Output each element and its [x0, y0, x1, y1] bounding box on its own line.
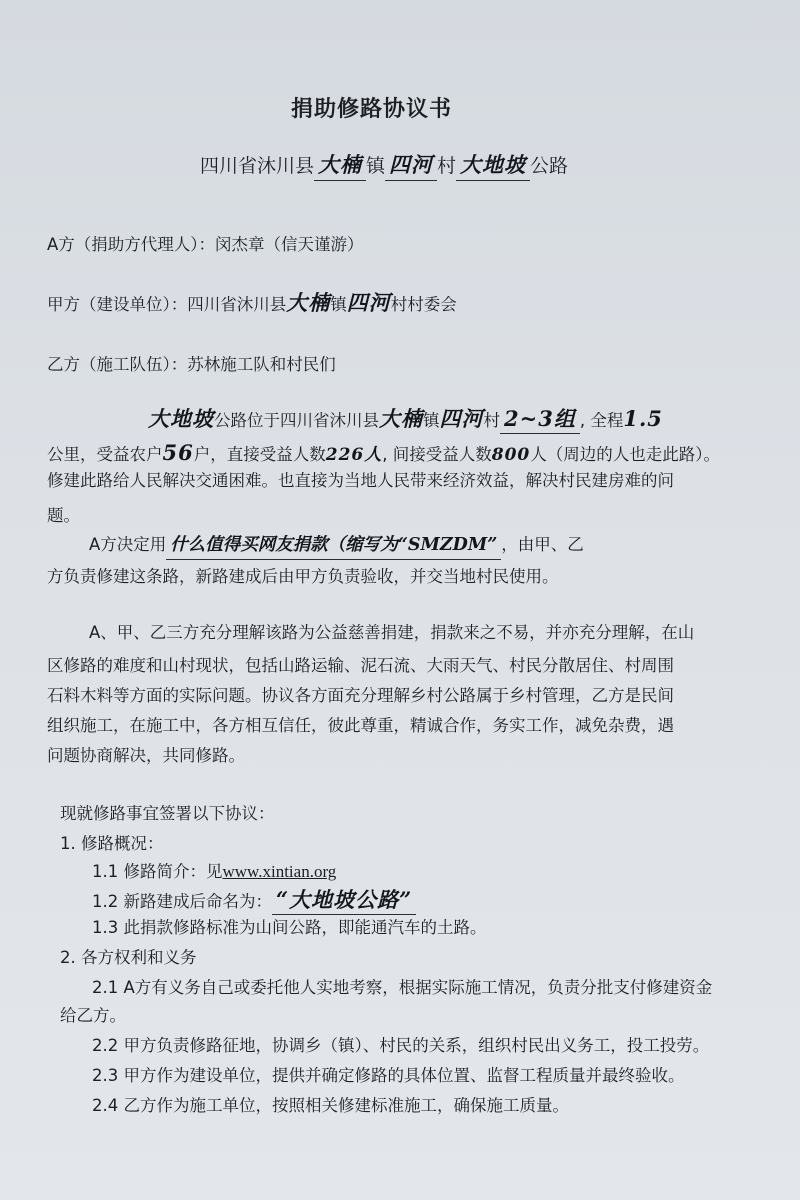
subtitle-village-suffix: 村 [437, 155, 457, 177]
clause-2-3: 2.3 甲方作为建设单位，提供并确定修路的具体位置、监督工程质量并最终验收。 [92, 1066, 685, 1085]
clause-2-1-line-2: 给乙方。 [60, 1006, 126, 1025]
road-name-handwritten: “大地坡公路” [272, 886, 416, 915]
intro-town-handwritten: 大楠 [379, 406, 423, 431]
subtitle-town-suffix: 镇 [366, 155, 386, 177]
decision-line-2: 方负责修建这条路，新路建成后由甲方负责验收，并交当地村民使用。 [47, 567, 559, 586]
party-jia-mid: 镇 [330, 295, 347, 314]
clause-2-1-line-1: 2.1 A方有义务自己或委托他人实地考察，根据实际施工情况，负责分批支付修建资金 [92, 978, 713, 997]
clause-1-1 [92, 861, 336, 883]
party-yi-line: 乙方（施工队伍）：苏林施工队和村民们 [47, 355, 336, 374]
understanding-line-5: 问题协商解决，共同修路。 [47, 746, 245, 765]
intro-line-2 [47, 440, 720, 468]
understanding-line-3: 石料木料等方面的实际问题。协议各方面充分理解乡村公路属于乡村管理，乙方是民间 [47, 686, 674, 705]
intro-households-handwritten: 56 [162, 440, 194, 465]
intro-text-1: 公路位于四川省沐川县 [214, 411, 379, 430]
intro-indirect-handwritten: 800 [491, 445, 531, 465]
clause-1-2-label: 1.2 新路建成后命名为： [92, 892, 272, 911]
party-a-line: A方（捐助方代理人）：闵杰章（信天谨游） [47, 235, 364, 254]
clause-1-1-label: 1.1 修路简介：见 [92, 862, 223, 881]
document-subtitle [200, 150, 568, 181]
section-2-heading: 2. 各方权利和义务 [60, 948, 197, 967]
intro-text-3: 村 [483, 411, 500, 430]
decision-prefix: A方决定用 [89, 535, 167, 554]
subtitle-road-handwritten: 大地坡 [456, 150, 530, 181]
intro-line-1 [148, 405, 663, 435]
intro-text-4: , 全程 [579, 411, 624, 430]
subtitle-town-handwritten: 大楠 [314, 150, 366, 181]
section-1-heading: 1. 修路概况： [60, 834, 164, 853]
understanding-line-1: A、甲、乙三方充分理解该路为公益慈善捐建，捐款来之不易，并亦充分理解，在山 [89, 623, 695, 642]
clause-1-2 [92, 886, 416, 916]
decision-suffix: ，由甲、乙 [501, 535, 584, 554]
clause-1-3: 1.3 此捐款修路标准为山间公路，即能通汽车的土路。 [92, 918, 487, 937]
intro-length-handwritten: 1.5 [623, 406, 663, 431]
intro-group-handwritten: 2~3组 [500, 405, 580, 434]
intro-indirect-label: , 间接受益人数 [382, 445, 492, 464]
clause-2-2: 2.2 甲方负责修路征地，协调乡（镇）、村民的关系，组织村民出义务工，投工投劳。 [92, 1036, 710, 1055]
intro-text-2: 镇 [423, 411, 440, 430]
clause-2-4: 2.4 乙方作为施工单位，按照相关修建标准施工，确保施工质量。 [92, 1096, 569, 1115]
intro-households-label: 公里，受益农户 [47, 445, 163, 464]
understanding-line-4: 组织施工，在施工中，各方相互信任，彼此尊重，精诚合作，务实工作，减免杂费，遇 [47, 716, 674, 735]
party-jia-prefix: 甲方（建设单位）：四川省沐川县 [47, 295, 287, 314]
party-jia-suffix: 村村委会 [390, 295, 457, 314]
intro-direct-label: 户，直接受益人数 [193, 445, 326, 464]
party-jia-line [47, 290, 457, 318]
agreement-intro: 现就修路事宜签署以下协议： [60, 804, 275, 823]
subtitle-village-handwritten: 四河 [385, 150, 437, 181]
intro-road-handwritten: 大地坡 [148, 406, 214, 431]
intro-indirect-suffix: 人（周边的人也走此路）。 [530, 445, 720, 464]
party-jia-village-handwritten: 四河 [346, 290, 391, 315]
intro-line-4: 题。 [47, 506, 80, 525]
intro-line-3: 修建此路给人民解决交通困难。也直接为当地人民带来经济效益，解决村民建房难的问 [47, 471, 674, 490]
decision-line-1 [89, 531, 584, 560]
document-title: 捐助修路协议书 [291, 97, 453, 122]
party-jia-town-handwritten: 大楠 [286, 290, 331, 315]
decision-fund-handwritten: 什么值得买网友捐款（缩写为“SMZDM” [166, 531, 501, 560]
subtitle-road-suffix: 公路 [530, 155, 569, 177]
intro-village-handwritten: 四河 [439, 406, 484, 431]
xintian-link[interactable]: www.xintian.org [222, 862, 337, 881]
subtitle-prefix: 四川省沐川县 [200, 155, 315, 177]
understanding-line-2: 区修路的难度和山村现状，包括山路运输、泥石流、大雨天气、村民分散居住、村周围 [47, 656, 674, 675]
intro-direct-handwritten: 226人 [325, 445, 383, 465]
